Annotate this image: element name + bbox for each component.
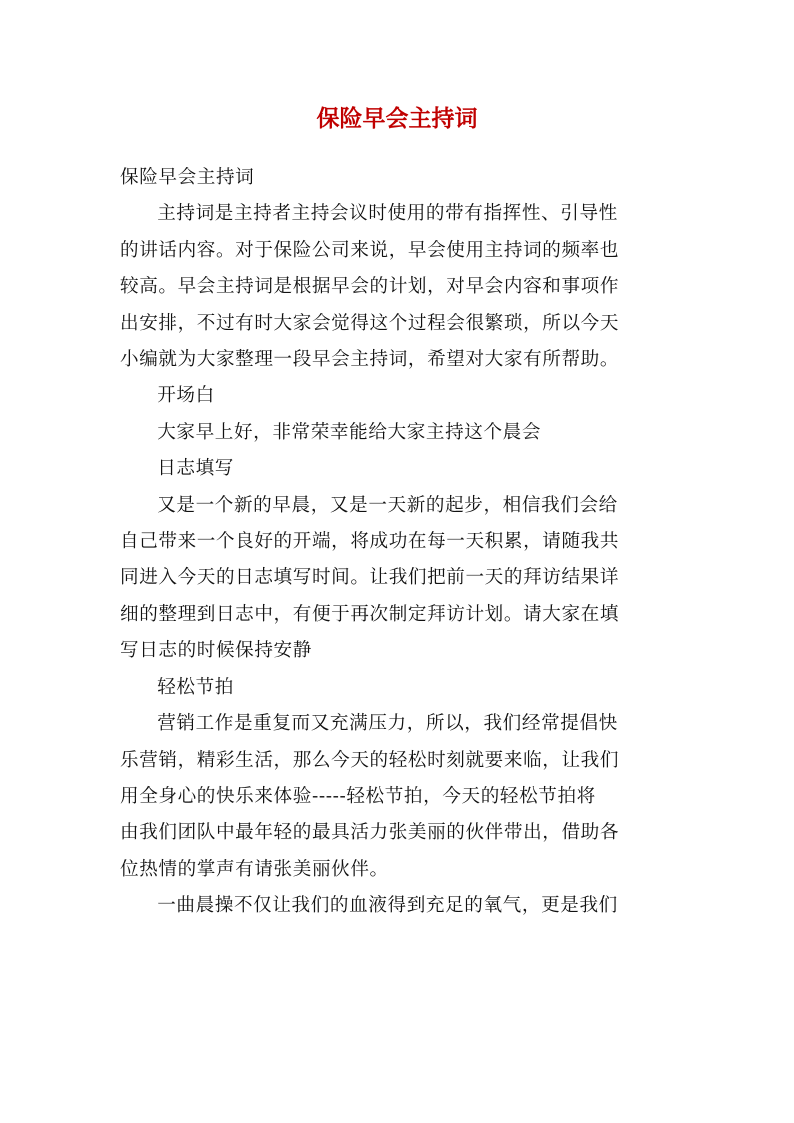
section-heading-relax: 轻松节拍 [157,676,234,698]
log-line: 写日志的时候保持安静 [120,640,312,662]
opening-paragraph: 大家早上好，非常荣幸能给大家主持这个晨会 [157,421,542,443]
document-body [120,160,680,925]
intro-line: 出安排，不过有时大家会觉得这个过程会很繁琐，所以今天 [120,312,620,334]
document-heading: 保险早会主持词 [120,167,255,188]
closing-paragraph: 一曲晨操不仅让我们的血液得到充足的氧气，更是我们 [157,895,618,917]
log-line: 细的整理到日志中，有便于再次制定拜访计划。请大家在填 [120,603,620,625]
relax-line: 营销工作是重复而又充满压力，所以，我们经常提倡快 [157,713,618,735]
intro-paragraph [120,196,680,378]
relax-line: 用全身心的快乐来体验-----轻松节拍，今天的轻松节拍将 [120,785,596,807]
intro-line: 的讲话内容。对于保险公司来说，早会使用主持词的频率也 [120,239,620,261]
log-line: 同进入今天的日志填写时间。让我们把前一天的拜访结果详 [120,567,620,589]
section-heading-log: 日志填写 [157,458,234,480]
relax-line: 位热情的掌声有请张美丽伙伴。 [120,858,389,880]
document-title: 保险早会主持词 [316,105,478,132]
intro-line: 小编就为大家整理一段早会主持词，希望对大家有所帮助。 [120,349,620,371]
relax-paragraph [120,706,680,888]
section-heading-opening: 开场白 [157,385,215,407]
relax-line: 乐营销，精彩生活，那么今天的轻松时刻就要来临，让我们 [120,749,620,771]
log-line: 自己带来一个良好的开端，将成功在每一天积累，请随我共 [120,531,620,553]
intro-line: 主持词是主持者主持会议时使用的带有指挥性、引导性 [157,203,618,225]
intro-line: 较高。早会主持词是根据早会的计划，对早会内容和事项作 [120,276,620,298]
log-paragraph [120,488,680,670]
relax-line: 由我们团队中最年轻的最具活力张美丽的伙伴带出，借助各 [120,822,620,844]
log-line: 又是一个新的早晨，又是一天新的起步，相信我们会给 [157,494,618,516]
